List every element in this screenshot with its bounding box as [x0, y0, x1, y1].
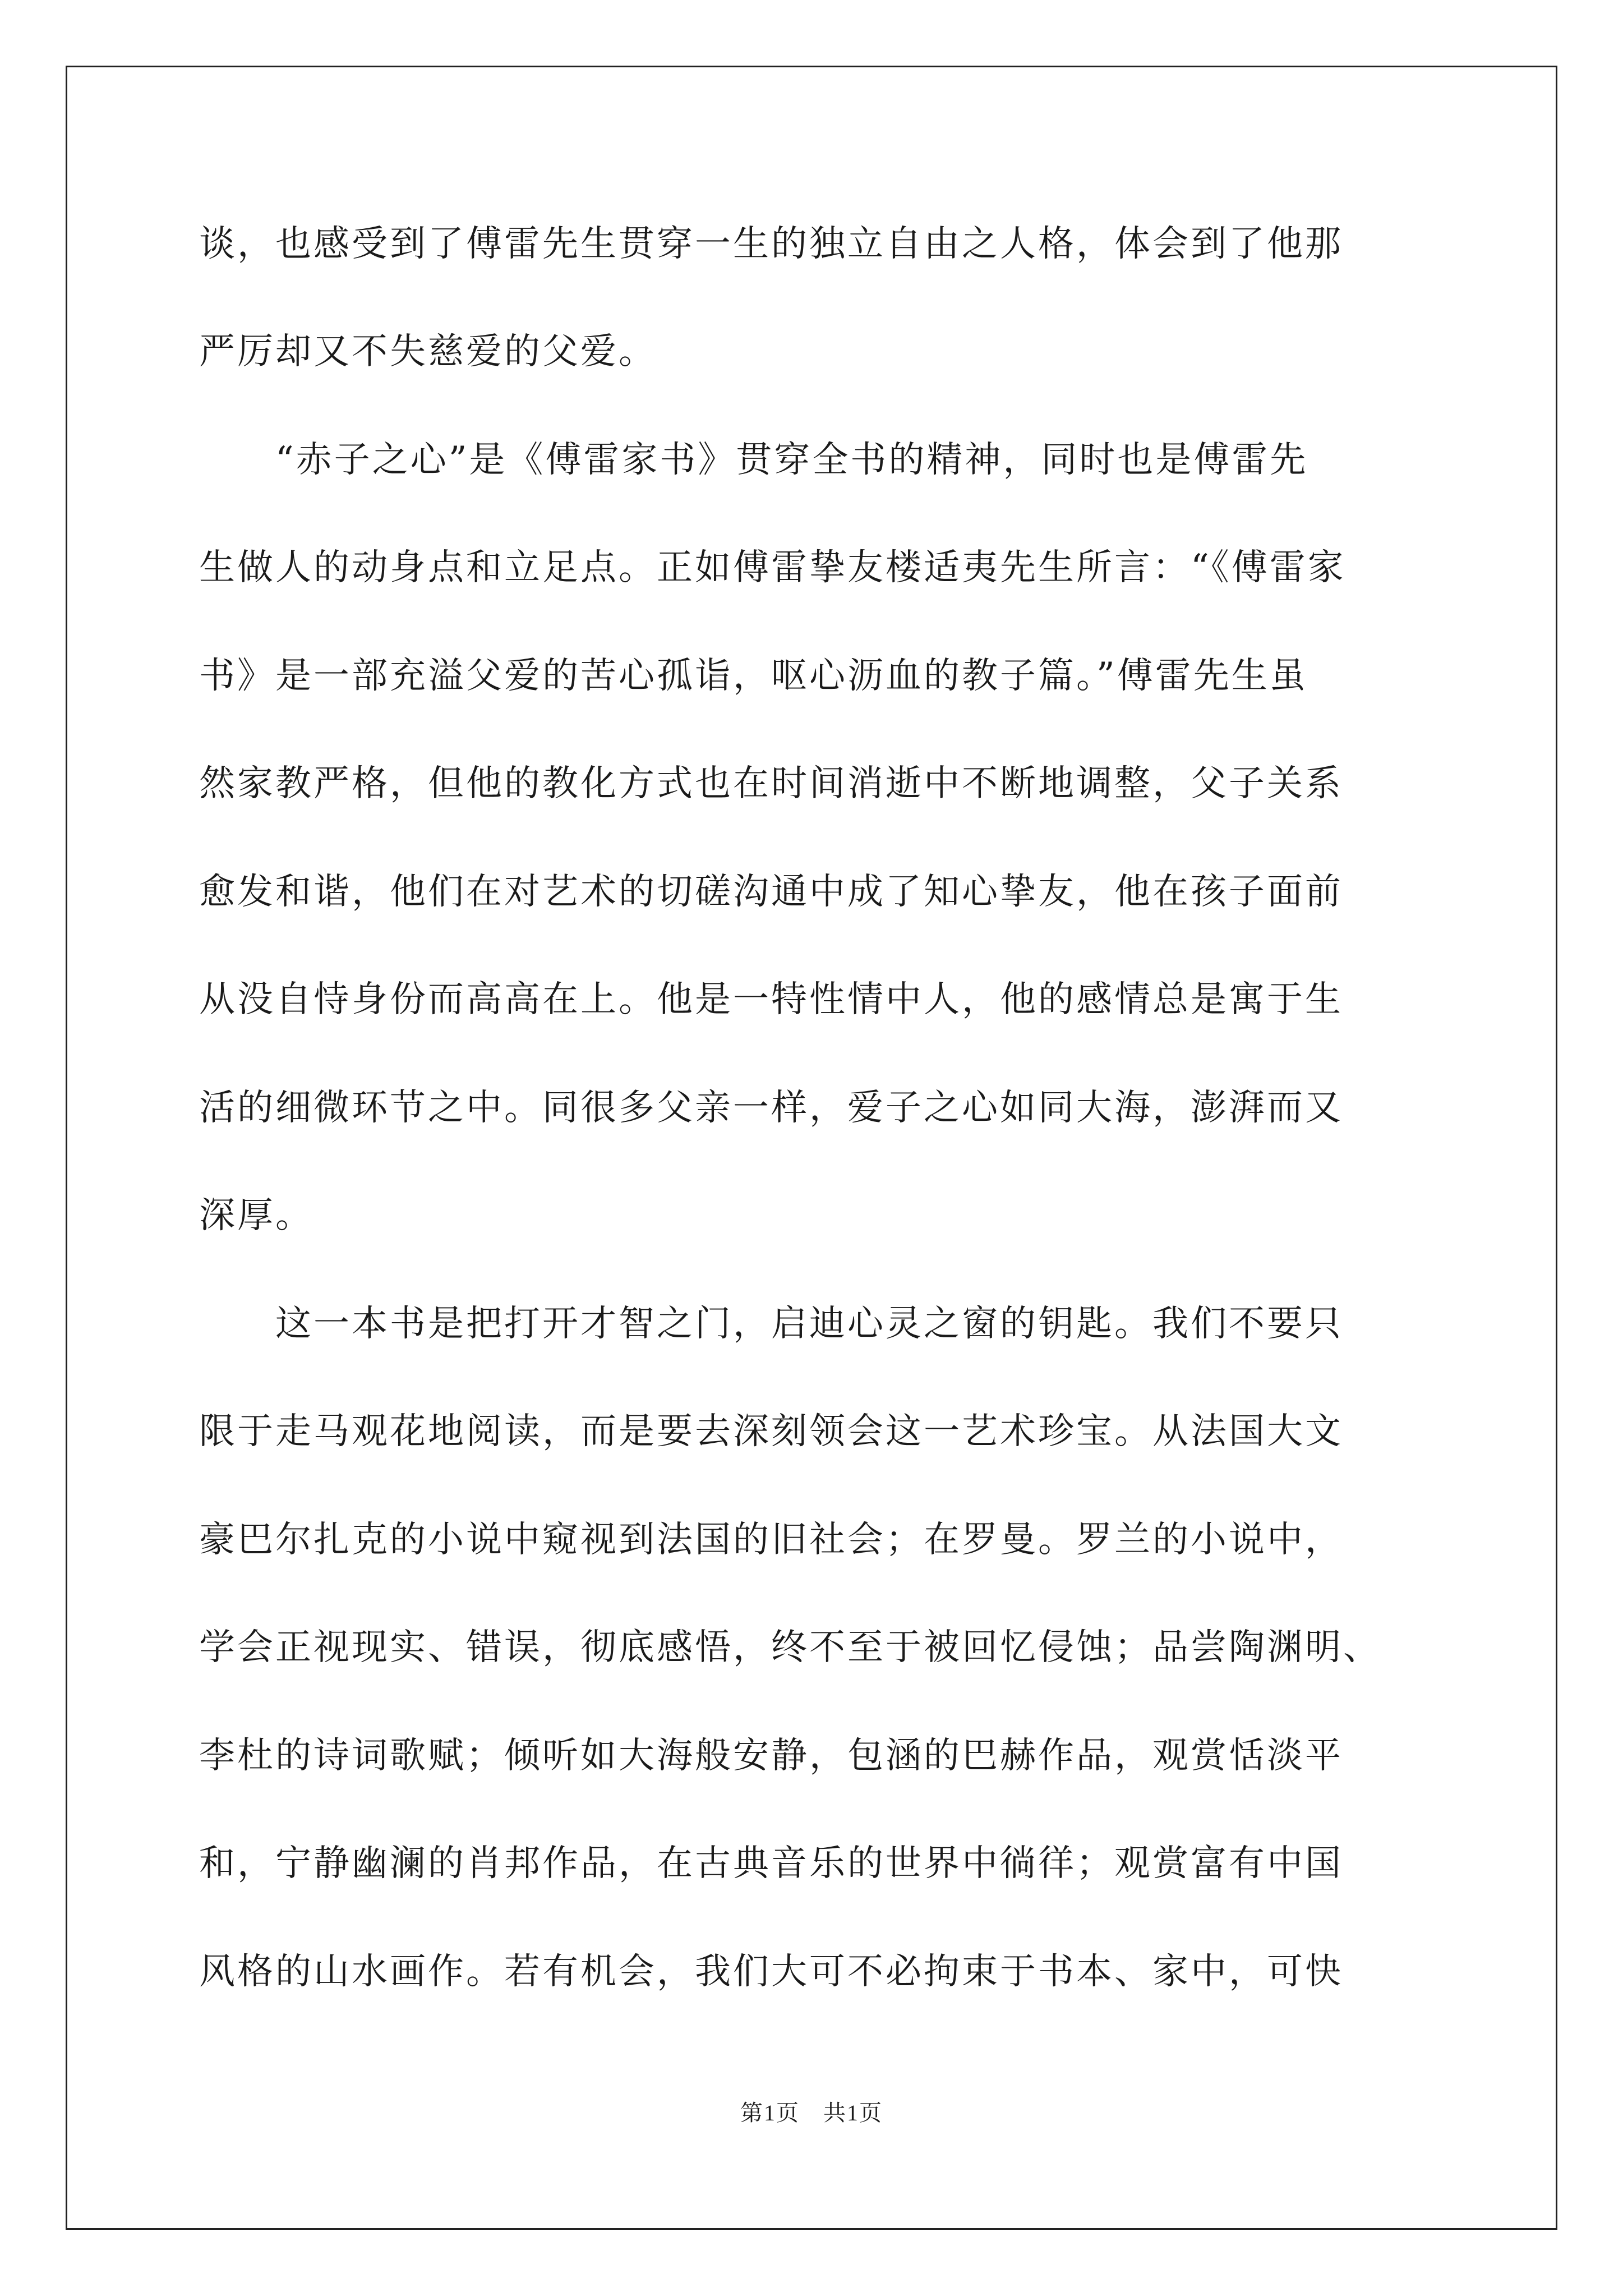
- text-line: 谈，也感受到了傅雷先生贯穿一生的独立自由之人格，体会到了他那: [199, 223, 1343, 265]
- text-line: 然家教严格，但他的教化方式也在时间消逝中不断地调整，父子关系: [199, 763, 1343, 804]
- text-line: 愈发和谐，他们在对艺术的切磋沟通中成了知心挚友，他在孩子面前: [199, 871, 1343, 913]
- text-line: 学会正视现实、错误，彻底感悟，终不至于被回忆侵蚀；品尝陶渊明、: [199, 1627, 1381, 1668]
- page-border: [66, 66, 1557, 2230]
- text-line: 严厉却又不失慈爱的父爱。: [199, 331, 657, 372]
- text-line: 生做人的动身点和立足点。正如傅雷挚友楼适夷先生所言：“《傅雷家: [199, 547, 1346, 588]
- paragraph-start-line: “赤子之心”是《傅雷家书》贯穿全书的精神，同时也是傅雷先: [199, 439, 1308, 481]
- text-line: 李杜的诗词歌赋；倾听如大海般安静，包涵的巴赫作品，观赏恬淡平: [199, 1735, 1343, 1777]
- text-line: 限于走马观花地阅读，而是要去深刻领会这一艺术珍宝。从法国大文: [199, 1411, 1343, 1452]
- text-line: 风格的山水画作。若有机会，我们大可不必拘束于书本、家中，可快: [199, 1951, 1343, 1993]
- text-line: 从没自恃身份而高高在上。他是一特性情中人，他的感情总是寓于生: [199, 979, 1343, 1020]
- text-line: 书》是一部充溢父爱的苦心孤诣，呕心沥血的教子篇。”傅雷先生虽: [199, 655, 1308, 697]
- page-footer: 第1页 共1页: [740, 2100, 883, 2125]
- text-line: 深厚。: [199, 1195, 313, 1236]
- text-line: 豪巴尔扎克的小说中窥视到法国的旧社会；在罗曼。罗兰的小说中，: [199, 1519, 1343, 1561]
- paragraph-start-line: 这一本书是把打开才智之门，启迪心灵之窗的钥匙。我们不要只: [199, 1303, 1343, 1345]
- text-line: 和，宁静幽澜的肖邦作品，在古典音乐的世界中徜徉；观赏富有中国: [199, 1843, 1343, 1884]
- text-line: 活的细微环节之中。同很多父亲一样，爱子之心如同大海，澎湃而又: [199, 1087, 1343, 1129]
